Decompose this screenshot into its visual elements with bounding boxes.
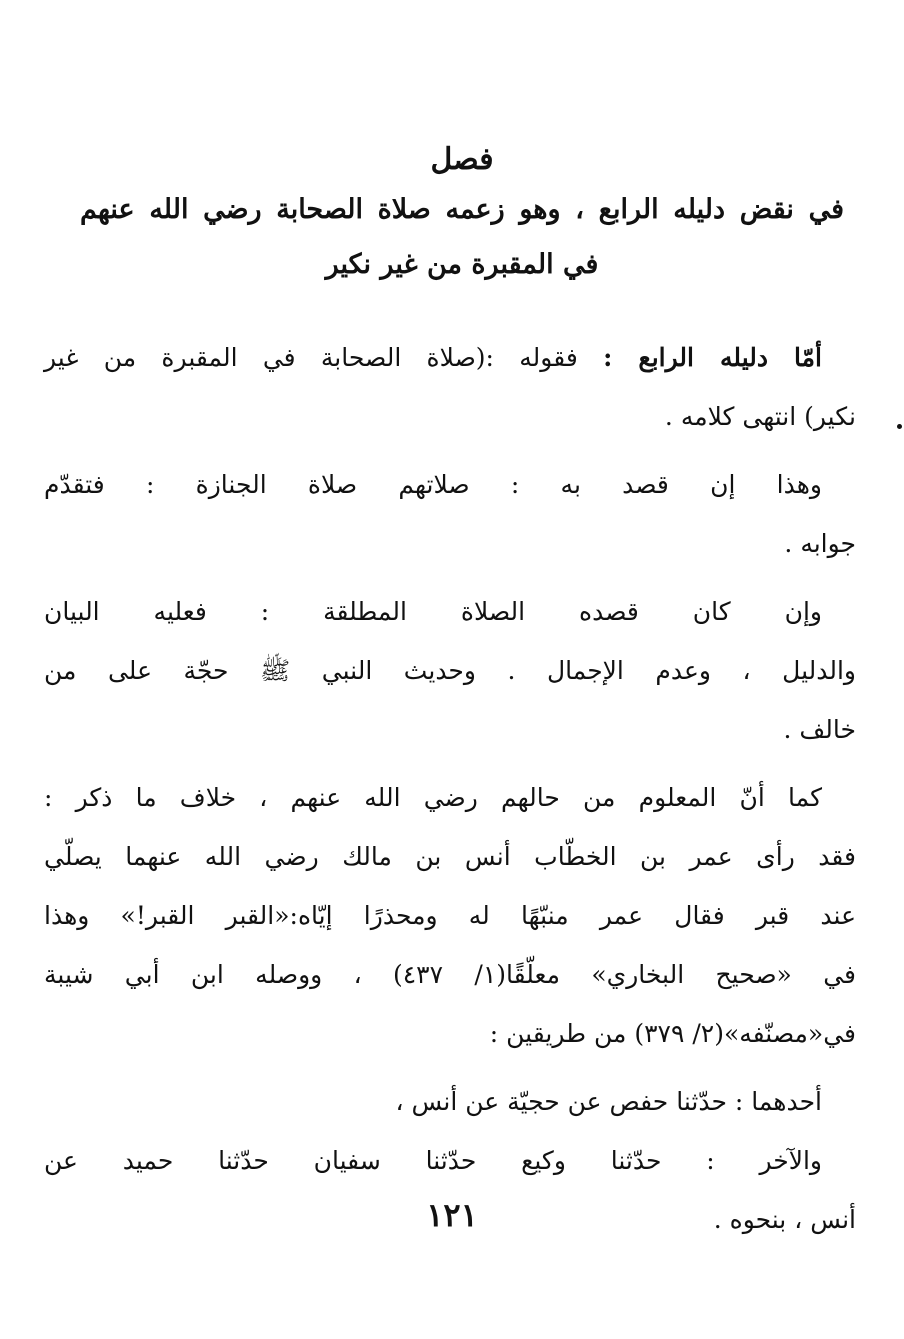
paragraph-line	[44, 328, 856, 387]
section-subtitle-line-1: في نقض دليله الرابع ، وهو زعمه صلاة الصحابة رضي الله عنهم	[80, 194, 844, 225]
paragraph-line: كما أنّ المعلوم من حالهم رضي الله عنهم ، خلاف ما ذكر :	[44, 783, 822, 812]
paragraph-line: والدليل ، وعدم الإجمال . وحديث النبي ﷺ حجّة على من	[44, 656, 856, 685]
paragraph-line: وهذا إن قصد به : صلاتهم صلاة الجنازة : فتقدّم	[44, 470, 822, 499]
paragraph-line: في «صحيح البخاري» معلّقًا(١/ ٤٣٧) ، ووصله ابن أبي شيبة	[44, 960, 856, 989]
margin-dot-mark	[897, 424, 902, 429]
paragraph-line-rest: فقوله :(صلاة الصحابة في المقبرة من غير	[44, 343, 604, 372]
paragraph-line: أحدهما : حدّثنا حفص عن حجيّة عن أنس ،	[395, 1087, 822, 1116]
chapter-heading	[80, 138, 844, 292]
paragraph-line: عند قبر فقال عمر منبّهًا له ومحذرًا إيّاه:«القبر القبر!» وهذا	[44, 901, 856, 930]
paragraph-3	[44, 582, 856, 759]
paragraph-5	[44, 1072, 856, 1131]
paragraph-4	[44, 768, 856, 1063]
section-title: فصل	[430, 142, 494, 177]
paragraph-line: والآخر : حدّثنا وكيع حدّثنا سفيان حدّثنا حميد عن	[44, 1146, 822, 1175]
paragraph-1	[44, 328, 856, 446]
paragraph-line: خالف .	[783, 715, 856, 744]
paragraph-line: جوابه .	[784, 529, 856, 558]
page-number: ١٢١	[426, 1196, 478, 1234]
bold-lead-text: أمّا دليله الرابع :	[603, 343, 822, 372]
paragraph-line: في«مصنّفه»(٢/ ٣٧٩) من طريقين :	[489, 1019, 856, 1048]
paragraph-line: وإن كان قصده الصلاة المطلقة : فعليه البيان	[44, 597, 822, 626]
paragraph-line: أنس ، بنحوه .	[713, 1205, 856, 1234]
paragraph-line: نكير) انتهى كلامه .	[664, 402, 856, 431]
paragraph-line: فقد رأى عمر بن الخطّاب أنس بن مالك رضي الله عنهما يصلّي	[44, 842, 856, 871]
paragraph-2	[44, 455, 856, 573]
body-text	[44, 328, 856, 1258]
section-subtitle-line-2: في المقبرة من غير نكير	[325, 249, 599, 280]
